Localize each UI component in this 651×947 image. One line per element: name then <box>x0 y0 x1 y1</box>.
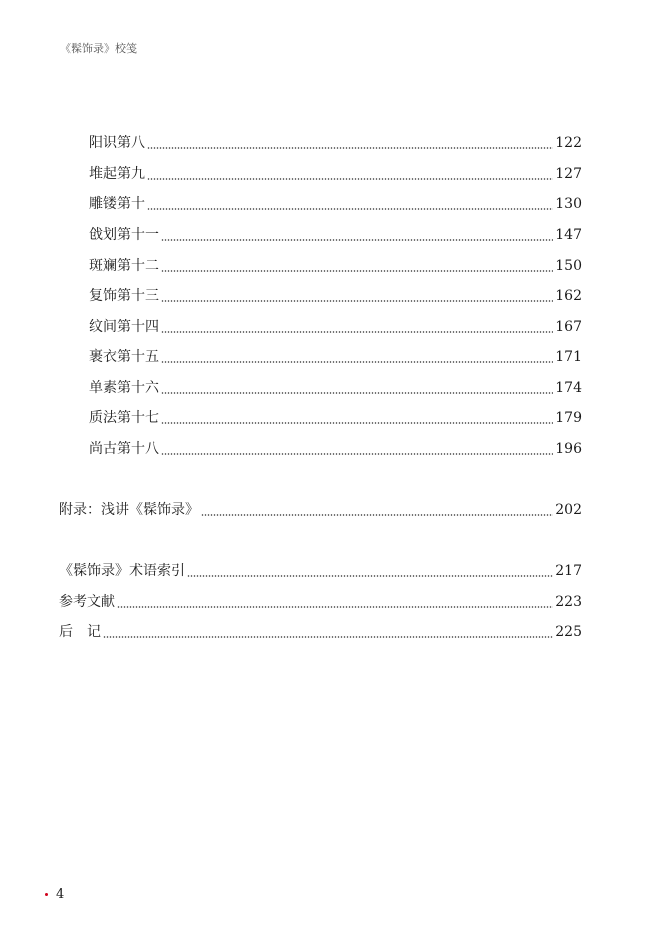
toc-entry-title: 纹间第十四 <box>89 319 159 335</box>
toc-entry[interactable] <box>89 408 582 428</box>
toc-entry-page: 147 <box>555 227 582 243</box>
toc-entry[interactable] <box>89 347 582 367</box>
dot-leader <box>103 624 553 638</box>
dot-leader <box>161 441 553 455</box>
toc-entry-page: 171 <box>555 349 582 365</box>
toc-entry-appendix[interactable] <box>59 500 582 520</box>
dot-leader <box>201 502 553 516</box>
toc-entry-title: 参考文献 <box>59 594 115 610</box>
toc-entry-page: 202 <box>555 502 582 518</box>
dot-leader <box>147 135 553 149</box>
dot-leader <box>161 349 553 363</box>
dot-leader <box>161 319 553 333</box>
dot-leader <box>161 410 553 424</box>
toc-entry-title: 单素第十六 <box>89 380 159 396</box>
toc-entry-page: 174 <box>555 380 582 396</box>
toc-entry[interactable] <box>89 439 582 459</box>
toc-entry[interactable] <box>89 256 582 276</box>
toc-entry-afterword[interactable] <box>59 622 582 642</box>
toc-entry-page: 217 <box>555 563 582 579</box>
toc-entry-page: 167 <box>555 319 582 335</box>
toc-entry-page: 130 <box>555 196 582 212</box>
toc-entry[interactable] <box>89 378 582 398</box>
dot-leader <box>147 166 553 180</box>
toc-entry[interactable] <box>89 164 582 184</box>
toc-entry-page: 150 <box>555 258 582 274</box>
dot-leader <box>161 227 553 241</box>
toc-entry-page: 225 <box>555 624 582 640</box>
page-number: 4 <box>56 887 65 902</box>
toc-entry-title: 后 记 <box>59 624 101 640</box>
dot-leader <box>187 563 553 577</box>
toc-entry-page: 196 <box>555 441 582 457</box>
toc-entry-title: 质法第十七 <box>89 410 159 426</box>
toc-entry-page: 223 <box>555 594 582 610</box>
toc-entry-index[interactable] <box>59 561 582 581</box>
toc-entry-page: 127 <box>555 166 582 182</box>
toc-entry-title: 戗划第十一 <box>89 227 159 243</box>
dot-leader <box>161 288 553 302</box>
toc-entry-title: 裹衣第十五 <box>89 349 159 365</box>
toc-entry-page: 179 <box>555 410 582 426</box>
dot-leader <box>147 196 553 210</box>
dot-leader <box>161 380 553 394</box>
toc-entry[interactable] <box>89 286 582 306</box>
toc-entry-title: 阳识第八 <box>89 135 145 151</box>
toc-entry[interactable] <box>89 317 582 337</box>
running-header: 《髹饰录》校笺 <box>60 42 137 55</box>
toc-entry-title: 附录：浅讲《髹饰录》 <box>59 502 199 518</box>
toc-entry-page: 122 <box>555 135 582 151</box>
page-marker-dot <box>45 893 48 896</box>
dot-leader <box>161 258 553 272</box>
toc-entry-title: 堆起第九 <box>89 166 145 182</box>
toc-entry-references[interactable] <box>59 592 582 612</box>
toc-entry-title: 尚古第十八 <box>89 441 159 457</box>
toc-entry-title: 雕镂第十 <box>89 196 145 212</box>
toc-entry[interactable] <box>89 194 582 214</box>
toc-entry-title: 《髹饰录》术语索引 <box>59 563 185 579</box>
toc-entry-title: 复饰第十三 <box>89 288 159 304</box>
toc-entry-page: 162 <box>555 288 582 304</box>
page-footer <box>45 887 64 902</box>
dot-leader <box>117 594 553 608</box>
toc-entry-title: 斑斓第十二 <box>89 258 159 274</box>
toc-entry[interactable] <box>89 133 582 153</box>
toc-entry[interactable] <box>89 225 582 245</box>
